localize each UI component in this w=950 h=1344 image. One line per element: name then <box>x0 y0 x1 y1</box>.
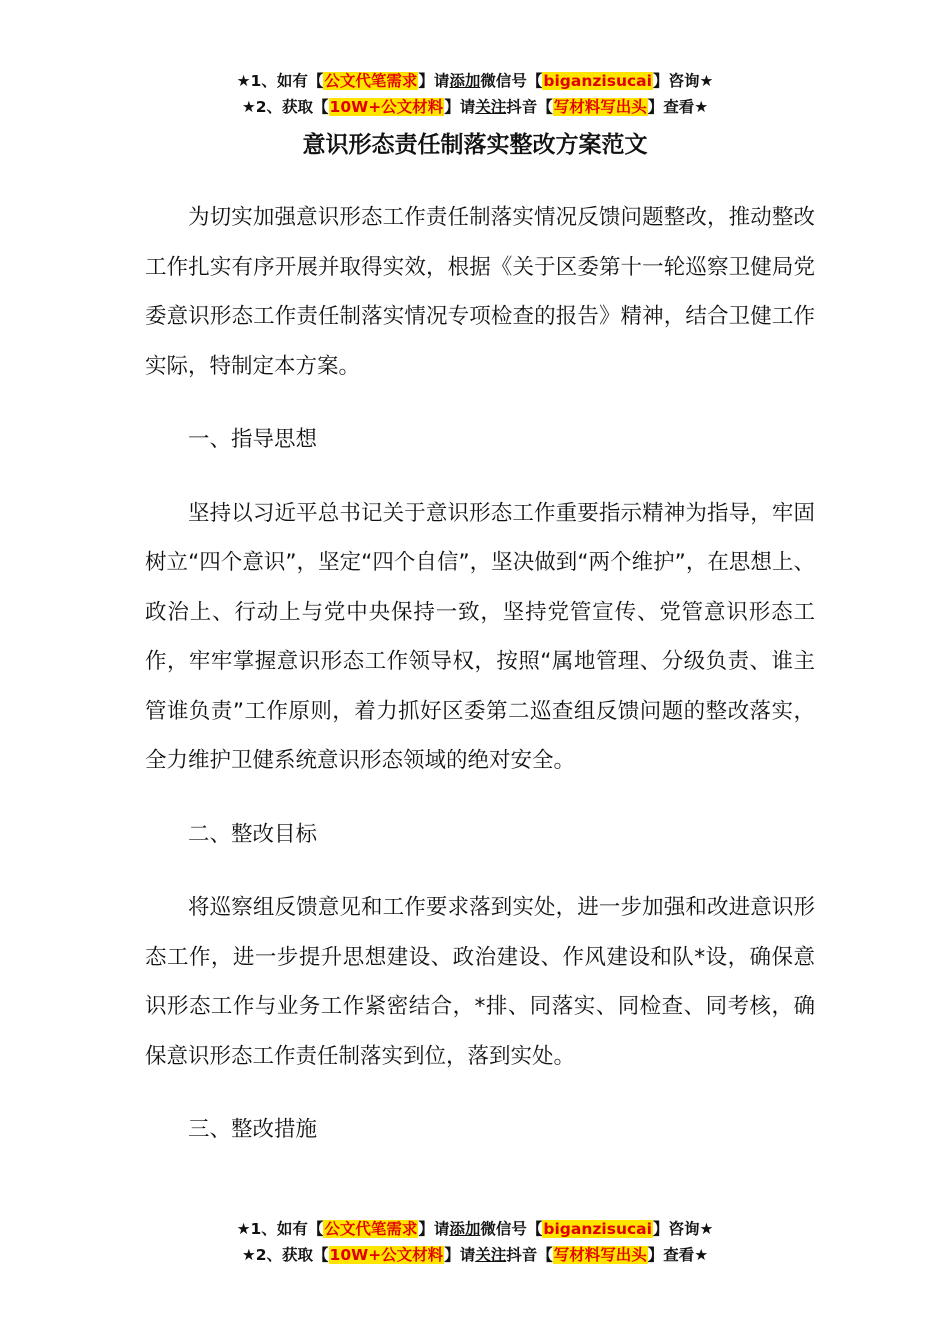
promo-text: 微信号【 <box>480 1220 543 1238</box>
promo-underline: 关注 <box>475 1246 507 1264</box>
promo-text: 抖音【 <box>506 1246 553 1264</box>
promo-text: 】咨询★ <box>652 72 714 90</box>
promo-highlight: 10W+公文材料 <box>329 98 444 116</box>
footer-promo <box>0 1216 950 1268</box>
promo-text: 】请 <box>444 98 476 116</box>
paragraph-spacer <box>145 391 815 415</box>
document-body <box>145 193 815 1155</box>
intro-paragraph: 为切实加强意识形态工作责任制落实情况反馈问题整改，推动整改工作扎实有序开展并取得实效，根据《关于区委第十一轮巡察卫健局党委意识形态工作责任制落实情况专项检查的报告》精神，结合卫健工作实际，特制定本方案。 <box>145 205 815 379</box>
promo-line-2 <box>0 94 950 120</box>
promo-text: 微信号【 <box>480 72 543 90</box>
promo-text: 抖音【 <box>506 98 553 116</box>
section-heading-1: 一、指导思想 <box>188 427 318 452</box>
section-heading-2: 二、整改目标 <box>188 821 318 847</box>
section-heading-3: 三、整改措施 <box>188 1117 318 1142</box>
promo-underline: 添加 <box>449 72 481 90</box>
promo-text: ★2、获取【 <box>241 98 329 116</box>
promo-text: 】请 <box>418 72 450 90</box>
promo-highlight: 10W+公文材料 <box>329 1246 444 1264</box>
paragraph-spacer <box>145 1081 815 1105</box>
promo-text: 】查看★ <box>647 1246 709 1264</box>
promo-line-1 <box>0 1216 950 1242</box>
promo-line-1 <box>0 68 950 94</box>
paragraph-spacer <box>145 786 815 810</box>
promo-text: 】请 <box>444 1246 476 1264</box>
promo-highlight: biganzisucai <box>543 1220 652 1238</box>
document-title: 意识形态责任制落实整改方案范文 <box>302 132 648 158</box>
promo-underline: 关注 <box>475 98 507 116</box>
paragraph-spacer <box>145 465 815 489</box>
promo-line-2 <box>0 1242 950 1268</box>
promo-highlight: 公文代笔需求 <box>324 72 418 90</box>
promo-highlight: biganzisucai <box>543 72 652 90</box>
promo-text: 】查看★ <box>647 98 709 116</box>
promo-highlight: 公文代笔需求 <box>324 1220 418 1238</box>
paragraph-spacer <box>145 859 815 883</box>
promo-underline: 添加 <box>449 1220 481 1238</box>
promo-text: ★1、如有【 <box>236 1220 324 1238</box>
header-promo <box>0 68 950 120</box>
promo-text: 】请 <box>418 1220 450 1238</box>
promo-text: ★1、如有【 <box>236 72 324 90</box>
section-body-2: 将巡察组反馈意见和工作要求落到实处，进一步加强和改进意识形态工作，进一步提升思想建设、政治建设、作风建设和队*设，确保意识形态工作与业务工作紧密结合，*排、同落实、同检查、同考核，确保意识形态工作责任制落实到位，落到实处。 <box>145 895 815 1069</box>
promo-text: ★2、获取【 <box>241 1246 329 1264</box>
promo-text: 】咨询★ <box>652 1220 714 1238</box>
section-body-1: 坚持以习近平总书记关于意识形态工作重要指示精神为指导，牢固树立“四个意识”，坚定“四个自信”，坚决做到“两个维护”，在思想上、政治上、行动上与党中央保持一致，坚持党管宣传、党管意识形态工作，牢牢掌握意识形态工作领导权，按照“属地管理、分级负责、谁主管谁负责”工作原则，着力抓好区委第二巡查组反馈问题的整改落实，全力维护卫健系统意识形态领域的绝对安全。 <box>145 500 815 773</box>
promo-highlight: 写材料写出头 <box>553 1246 647 1264</box>
promo-highlight: 写材料写出头 <box>553 98 647 116</box>
